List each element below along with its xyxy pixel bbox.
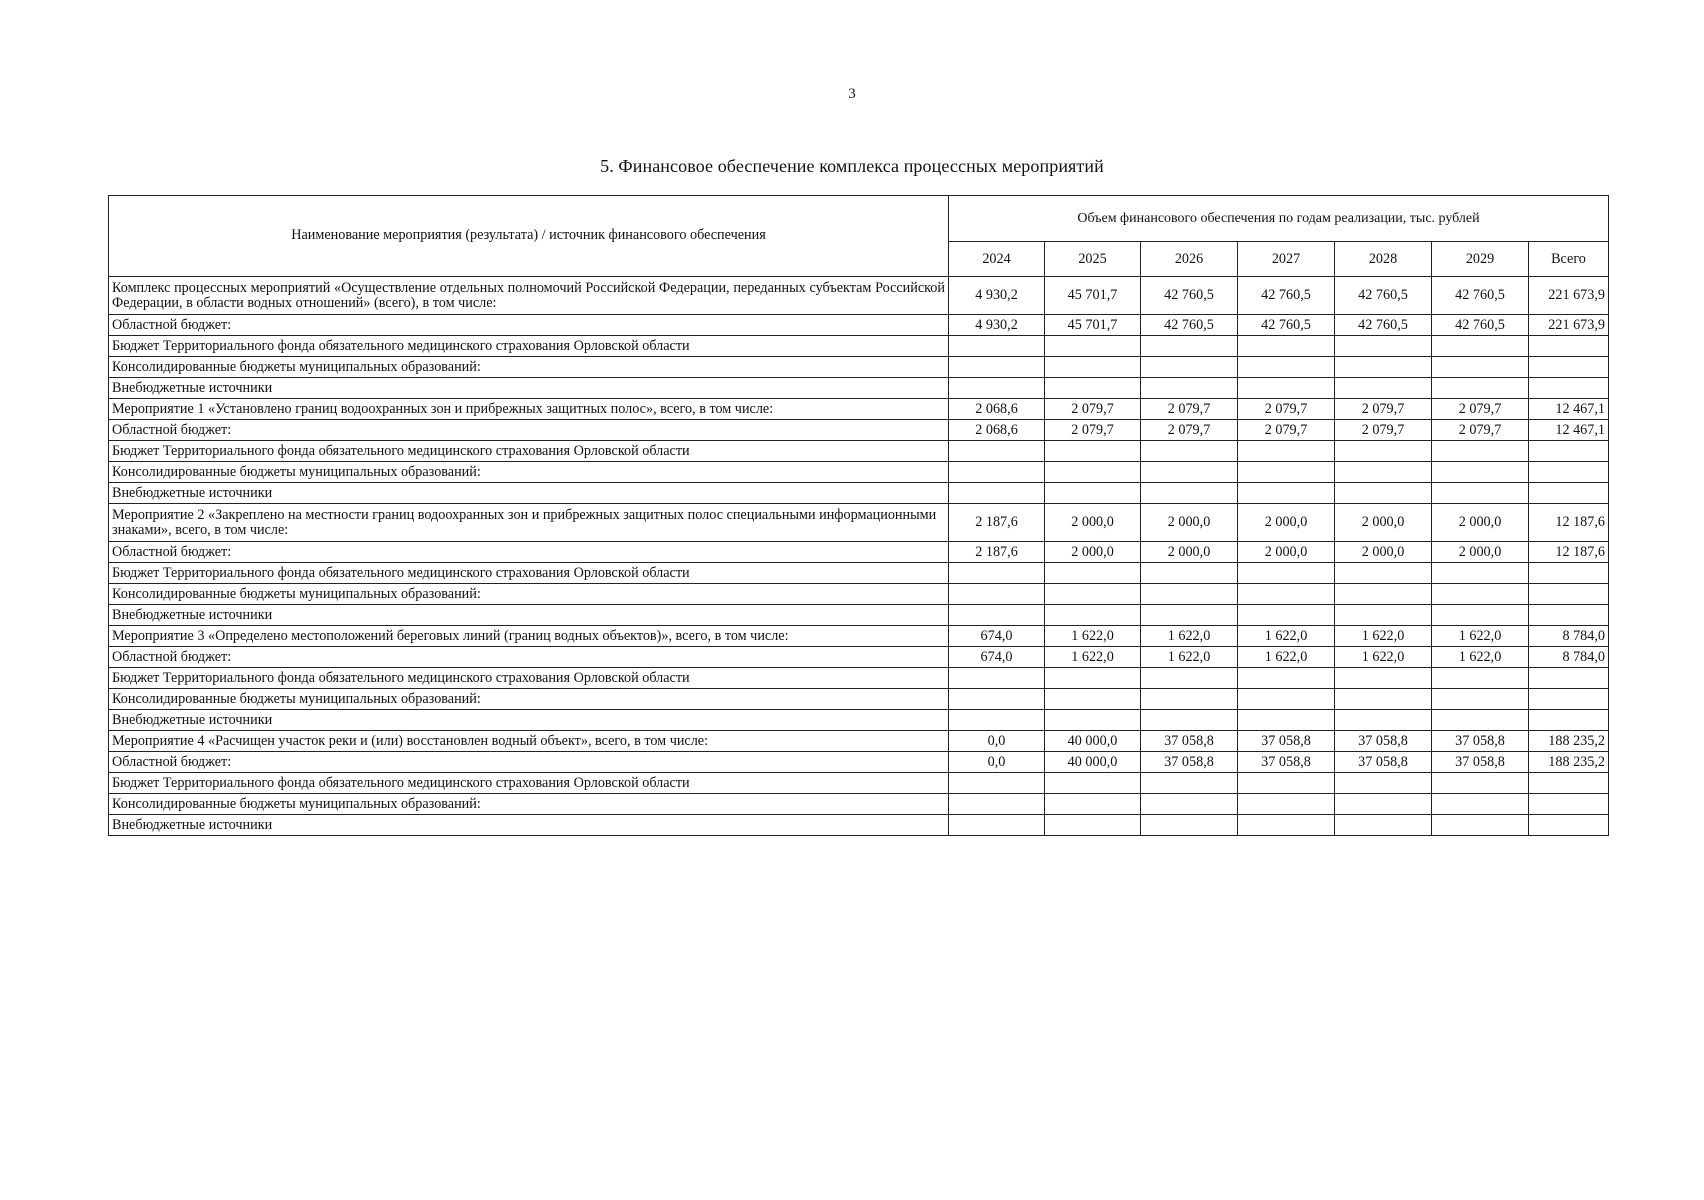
table-row [109,710,1609,731]
column-header-name: Наименование мероприятия (результата) / источник финансового обеспечения [109,196,949,277]
row-name: Внебюджетные источники [109,815,949,836]
year-value: 4 930,2 [949,277,1045,315]
table-row [109,794,1609,815]
total-value: 8 784,0 [1529,626,1609,647]
year-value: 37 058,8 [1335,752,1432,773]
table-row [109,563,1609,584]
year-value [1045,794,1141,815]
year-value [1335,689,1432,710]
table-body [109,277,1609,836]
year-value [1141,773,1238,794]
page-title: 5. Финансовое обеспечение комплекса процессных мероприятий [600,156,1104,176]
year-value: 2 079,7 [1335,420,1432,441]
year-value [1238,584,1335,605]
year-value [949,605,1045,626]
year-value [1141,794,1238,815]
year-value [1335,815,1432,836]
year-value: 2 079,7 [1335,399,1432,420]
table-header [109,196,1609,277]
year-value [1141,336,1238,357]
total-value [1529,483,1609,504]
year-value: 2 000,0 [1045,504,1141,542]
year-value [1141,357,1238,378]
year-value: 2 079,7 [1432,399,1529,420]
table-row [109,731,1609,752]
year-value: 42 760,5 [1238,277,1335,315]
year-value [1238,462,1335,483]
year-value [1335,605,1432,626]
table-row [109,647,1609,668]
row-name: Бюджет Территориального фонда обязательного медицинского страхования Орловской области [109,563,949,584]
year-value: 2 079,7 [1238,399,1335,420]
year-value [1238,483,1335,504]
year-value [1238,773,1335,794]
year-value [1432,815,1529,836]
year-value [1045,336,1141,357]
table-row [109,315,1609,336]
year-value [949,773,1045,794]
year-value [1238,378,1335,399]
table-row [109,752,1609,773]
year-value [949,563,1045,584]
table-row [109,378,1609,399]
year-value: 42 760,5 [1141,277,1238,315]
year-value [1141,441,1238,462]
row-name: Бюджет Территориального фонда обязательного медицинского страхования Орловской области [109,441,949,462]
total-value [1529,794,1609,815]
year-value [949,815,1045,836]
year-value [1432,336,1529,357]
row-name: Областной бюджет: [109,420,949,441]
year-value: 1 622,0 [1335,647,1432,668]
row-name: Бюджет Территориального фонда обязательного медицинского страхования Орловской области [109,773,949,794]
year-value [949,357,1045,378]
year-value [949,710,1045,731]
year-header: 2024 [949,242,1045,277]
year-value [1432,668,1529,689]
year-value: 45 701,7 [1045,277,1141,315]
year-value [1432,563,1529,584]
total-value [1529,378,1609,399]
year-header: 2027 [1238,242,1335,277]
year-value: 42 760,5 [1335,315,1432,336]
row-name: Областной бюджет: [109,752,949,773]
total-value [1529,710,1609,731]
table-row [109,668,1609,689]
year-value [1432,441,1529,462]
year-value [949,689,1045,710]
year-value [1238,668,1335,689]
year-value [1141,605,1238,626]
total-value [1529,462,1609,483]
year-value: 42 760,5 [1432,277,1529,315]
year-value: 2 000,0 [1432,542,1529,563]
year-value: 1 622,0 [1238,647,1335,668]
year-value [1045,563,1141,584]
year-value [1432,605,1529,626]
year-value [1045,462,1141,483]
year-value: 2 000,0 [1141,542,1238,563]
total-value: 12 467,1 [1529,420,1609,441]
table-row [109,420,1609,441]
year-value [1238,689,1335,710]
year-value: 2 068,6 [949,399,1045,420]
total-value [1529,605,1609,626]
financing-table [108,195,1609,836]
year-value [1335,773,1432,794]
year-value [1238,563,1335,584]
year-value: 1 622,0 [1045,626,1141,647]
total-value: 221 673,9 [1529,315,1609,336]
year-value: 37 058,8 [1432,731,1529,752]
year-value: 2 000,0 [1141,504,1238,542]
year-value: 2 079,7 [1432,420,1529,441]
row-name: Мероприятие 1 «Установлено границ водоохранных зон и прибрежных защитных полос», всего, в том числе: [109,399,949,420]
year-value [1335,668,1432,689]
year-value [949,483,1045,504]
year-value [1432,378,1529,399]
total-value: 8 784,0 [1529,647,1609,668]
total-value [1529,773,1609,794]
year-value [949,462,1045,483]
total-value [1529,336,1609,357]
row-name: Областной бюджет: [109,647,949,668]
year-value: 2 187,6 [949,504,1045,542]
year-header: 2029 [1432,242,1529,277]
total-value [1529,563,1609,584]
year-value [949,441,1045,462]
year-value: 2 000,0 [1238,504,1335,542]
year-value [1141,378,1238,399]
year-header: 2025 [1045,242,1141,277]
year-value [1432,483,1529,504]
table-row [109,605,1609,626]
row-name: Внебюджетные источники [109,605,949,626]
row-name: Внебюджетные источники [109,378,949,399]
year-value [1432,357,1529,378]
year-value: 37 058,8 [1238,752,1335,773]
row-name: Мероприятие 3 «Определено местоположений береговых линий (границ водных объектов)», всего, в том числе: [109,626,949,647]
total-value: 188 235,2 [1529,731,1609,752]
year-value: 2 068,6 [949,420,1045,441]
total-value: 12 187,6 [1529,504,1609,542]
year-value [1238,336,1335,357]
year-value [1045,378,1141,399]
table-row [109,336,1609,357]
year-value [1335,483,1432,504]
year-value [1335,794,1432,815]
year-value [1045,710,1141,731]
year-value [1141,462,1238,483]
year-value: 37 058,8 [1238,731,1335,752]
year-value: 1 622,0 [1432,626,1529,647]
year-value: 674,0 [949,626,1045,647]
year-value: 42 760,5 [1432,315,1529,336]
total-header: Всего [1529,242,1609,277]
table-row [109,689,1609,710]
year-value [1045,815,1141,836]
year-value [1335,563,1432,584]
year-value: 1 622,0 [1335,626,1432,647]
row-name: Комплекс процессных мероприятий «Осуществление отдельных полномочий Российской Федерации, переданных субъектам Российской Федерации, в области водных отношений» (всего), в том числе: [109,277,949,315]
row-name: Бюджет Территориального фонда обязательного медицинского страхования Орловской области [109,336,949,357]
year-value: 0,0 [949,752,1045,773]
year-value [1045,441,1141,462]
year-value [1432,689,1529,710]
year-value: 2 000,0 [1335,542,1432,563]
year-value: 2 079,7 [1045,399,1141,420]
table-row [109,626,1609,647]
year-value [1141,689,1238,710]
year-value [1141,815,1238,836]
year-value [1141,668,1238,689]
year-value: 0,0 [949,731,1045,752]
year-value [1045,357,1141,378]
total-value [1529,441,1609,462]
year-value [1432,710,1529,731]
year-value: 2 079,7 [1238,420,1335,441]
year-header: 2026 [1141,242,1238,277]
year-value [1335,357,1432,378]
total-value: 12 467,1 [1529,399,1609,420]
year-value: 37 058,8 [1335,731,1432,752]
year-value: 42 760,5 [1238,315,1335,336]
year-value: 674,0 [949,647,1045,668]
year-value [1432,794,1529,815]
year-value: 1 622,0 [1238,626,1335,647]
year-value [1045,605,1141,626]
row-name: Консолидированные бюджеты муниципальных образований: [109,357,949,378]
year-value [1335,710,1432,731]
year-header: 2028 [1335,242,1432,277]
year-value: 1 622,0 [1432,647,1529,668]
year-value: 1 622,0 [1141,626,1238,647]
row-name: Мероприятие 4 «Расчищен участок реки и (или) восстановлен водный объект», всего, в том числе: [109,731,949,752]
year-value [1141,584,1238,605]
year-value [1335,441,1432,462]
row-name: Консолидированные бюджеты муниципальных образований: [109,794,949,815]
year-value [1141,563,1238,584]
year-value: 1 622,0 [1141,647,1238,668]
year-value [1335,584,1432,605]
year-value: 42 760,5 [1141,315,1238,336]
table-row [109,815,1609,836]
year-value: 40 000,0 [1045,752,1141,773]
year-value [1045,483,1141,504]
table-row [109,542,1609,563]
year-value: 2 079,7 [1045,420,1141,441]
total-value: 188 235,2 [1529,752,1609,773]
total-value [1529,357,1609,378]
row-name: Внебюджетные источники [109,483,949,504]
total-value [1529,584,1609,605]
year-value: 2 000,0 [1432,504,1529,542]
year-value: 45 701,7 [1045,315,1141,336]
row-name: Областной бюджет: [109,315,949,336]
column-header-volume: Объем финансового обеспечения по годам реализации, тыс. рублей [949,196,1609,242]
table-row [109,584,1609,605]
table-row [109,483,1609,504]
table-row [109,462,1609,483]
year-value: 2 079,7 [1141,399,1238,420]
year-value [1045,584,1141,605]
row-name: Консолидированные бюджеты муниципальных образований: [109,462,949,483]
row-name: Консолидированные бюджеты муниципальных образований: [109,584,949,605]
year-value: 40 000,0 [1045,731,1141,752]
year-value: 2 000,0 [1238,542,1335,563]
year-value [1335,378,1432,399]
table-row [109,357,1609,378]
year-value: 37 058,8 [1141,731,1238,752]
year-value: 37 058,8 [1141,752,1238,773]
row-name: Областной бюджет: [109,542,949,563]
total-value: 12 187,6 [1529,542,1609,563]
page-number: 3 [848,86,856,102]
year-value [1141,483,1238,504]
row-name: Консолидированные бюджеты муниципальных образований: [109,689,949,710]
year-value [1238,794,1335,815]
year-value: 2 079,7 [1141,420,1238,441]
year-value [1045,773,1141,794]
year-value [1238,815,1335,836]
year-value [1432,584,1529,605]
year-value: 2 000,0 [1335,504,1432,542]
year-value [1238,357,1335,378]
year-value [1432,462,1529,483]
year-value [1238,441,1335,462]
year-value: 2 187,6 [949,542,1045,563]
total-value: 221 673,9 [1529,277,1609,315]
table-row [109,277,1609,315]
row-name: Бюджет Территориального фонда обязательного медицинского страхования Орловской области [109,668,949,689]
year-value [1335,336,1432,357]
year-value: 2 000,0 [1045,542,1141,563]
year-value [949,668,1045,689]
row-name: Мероприятие 2 «Закреплено на местности границ водоохранных зон и прибрежных защитных полос специальными информационными знаками», всего, в том числе: [109,504,949,542]
year-value [1335,462,1432,483]
table-row [109,504,1609,542]
year-value [1238,605,1335,626]
year-value [1238,710,1335,731]
year-value [949,378,1045,399]
total-value [1529,668,1609,689]
table-row [109,441,1609,462]
year-value [1045,668,1141,689]
table-row [109,399,1609,420]
year-value [949,336,1045,357]
total-value [1529,689,1609,710]
year-value: 4 930,2 [949,315,1045,336]
row-name: Внебюджетные источники [109,710,949,731]
year-value: 1 622,0 [1045,647,1141,668]
year-value: 37 058,8 [1432,752,1529,773]
year-value: 42 760,5 [1335,277,1432,315]
year-value [1432,773,1529,794]
year-value [949,794,1045,815]
year-value [1141,710,1238,731]
total-value [1529,815,1609,836]
year-value [1045,689,1141,710]
year-value [949,584,1045,605]
table-row [109,773,1609,794]
